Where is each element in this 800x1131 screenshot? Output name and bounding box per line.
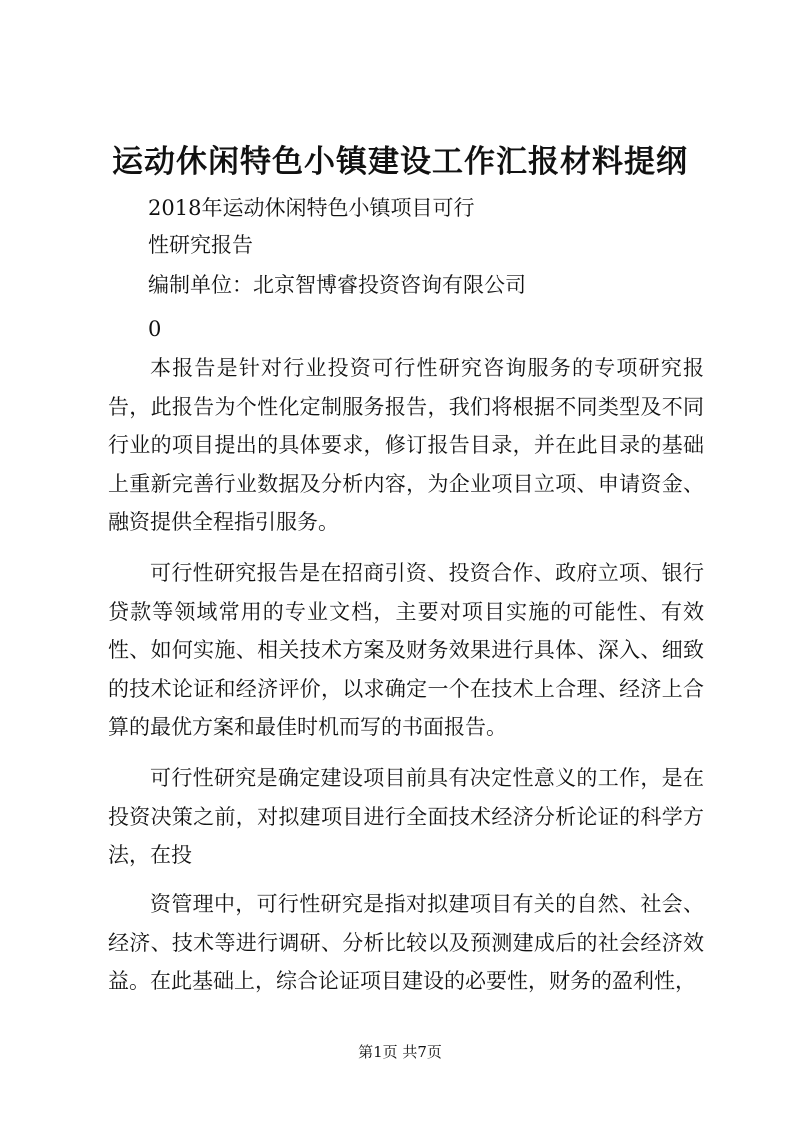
- paragraph-4: 资管理中，可行性研究是指对拟建项目有关的自然、社会、经济、技术等进行调研、分析比较以及预测建成后的社会经济效益。在此基础上，综合论证项目建设的必要性，财务的盈利性，: [108, 892, 704, 993]
- number-line: 0: [148, 317, 162, 341]
- compiler-line: 编制单位：北京智博睿投资咨询有限公司: [148, 273, 526, 297]
- page-footer: 第1页 共7页: [358, 1043, 442, 1061]
- paragraph-1: 本报告是针对行业投资可行性研究咨询服务的专项研究报告，此报告为个性化定制服务报告，我们将根据不同类型及不同行业的项目提出的具体要求，修订报告目录，并在此目录的基础上重新完善行业数据及分析内容，为企业项目立项、申请资金、融资提供全程指引服务。: [108, 356, 704, 534]
- subtitle-line-2: 性研究报告: [148, 233, 253, 257]
- paragraph-2: 可行性研究报告是在招商引资、投资合作、政府立项、银行贷款等领域常用的专业文档，主要对项目实施的可能性、有效性、如何实施、相关技术方案及财务效果进行具体、深入、细致的技术论证和经济评价，以求确定一个在技术上合理、经济上合算的最优方案和最佳时机而写的书面报告。: [108, 561, 704, 739]
- subtitle-line-1: 2018年运动休闲特色小镇项目可行: [148, 196, 475, 220]
- paragraph-3: 可行性研究是确定建设项目前具有决定性意义的工作，是在投资决策之前，对拟建项目进行全面技术经济分析论证的科学方法，在投: [108, 766, 704, 867]
- document-title: 运动休闲特色小镇建设工作汇报材料提纲: [112, 144, 688, 180]
